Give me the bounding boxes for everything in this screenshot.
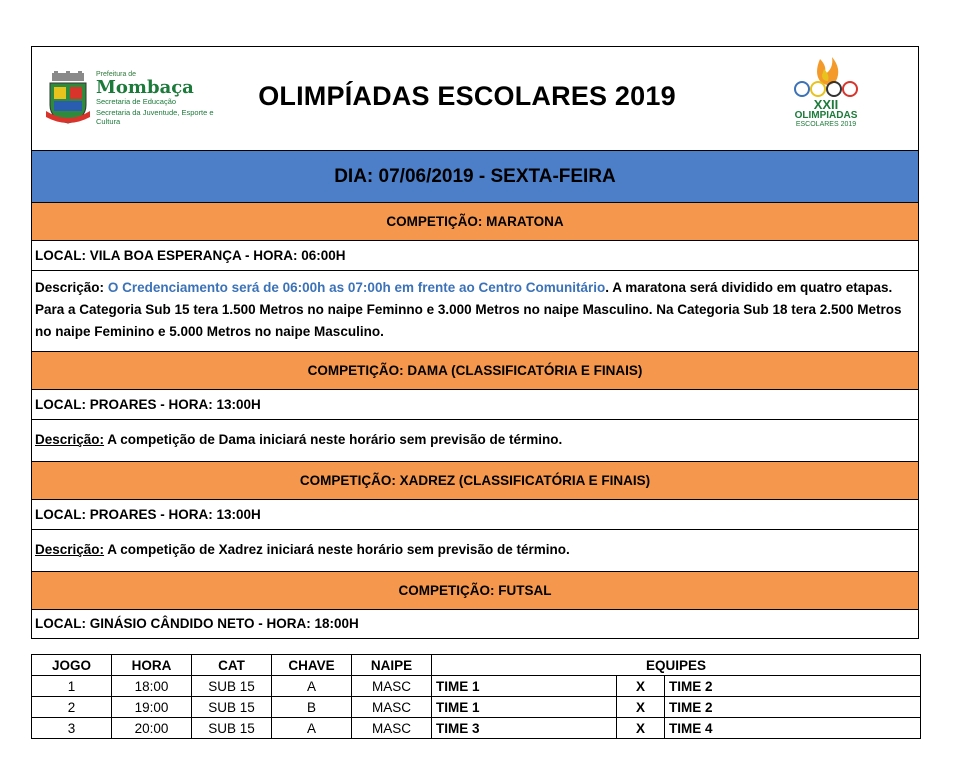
- chave-cell: B: [272, 697, 352, 718]
- logo-escolares: ESCOLARES 2019: [795, 121, 857, 128]
- col-equipes: EQUIPES: [432, 655, 921, 676]
- xadrez-local: LOCAL: PROARES - HORA: 13:00H: [32, 500, 918, 530]
- versus-cell: X: [617, 697, 665, 718]
- jogo-cell: 2: [32, 697, 112, 718]
- cat-cell: SUB 15: [192, 697, 272, 718]
- col-cat: CAT: [192, 655, 272, 676]
- header: [32, 47, 918, 151]
- dama-title: COMPETIÇÃO: DAMA (CLASSIFICATÓRIA E FINAIS): [32, 352, 918, 390]
- table-row: [32, 718, 921, 739]
- dama-local: LOCAL: PROARES - HORA: 13:00H: [32, 390, 918, 420]
- col-naipe: NAIPE: [352, 655, 432, 676]
- desc-text: A competição de Dama iniciará neste horário sem previsão de término.: [104, 432, 563, 447]
- logo-olimpiadas: OLIMPIADAS: [794, 110, 858, 121]
- team-a-cell: TIME 1: [432, 676, 617, 697]
- schedule-sheet: [31, 46, 919, 639]
- table-header-row: [32, 655, 921, 676]
- xadrez-title: COMPETIÇÃO: XADREZ (CLASSIFICATÓRIA E FINAIS): [32, 462, 918, 500]
- desc-text: A competição de Xadrez iniciará neste horário sem previsão de término.: [104, 542, 570, 557]
- day-banner: DIA: 07/06/2019 - SEXTA-FEIRA: [32, 151, 918, 203]
- col-jogo: JOGO: [32, 655, 112, 676]
- futsal-local: LOCAL: GINÁSIO CÂNDIDO NETO - HORA: 18:00H: [35, 616, 359, 631]
- chave-cell: A: [272, 718, 352, 739]
- maratona-description: [32, 271, 918, 352]
- naipe-cell: MASC: [352, 697, 432, 718]
- hora-cell: 20:00: [112, 718, 192, 739]
- naipe-cell: MASC: [352, 718, 432, 739]
- xadrez-description: [32, 530, 918, 572]
- jogo-cell: 3: [32, 718, 112, 739]
- logo-text: [96, 71, 226, 126]
- desc-text: . A maratona será dividido em quatro etapas. Para a Categoria Sub 15 tera 1.500 Metros no naipe Feminno e 3.000 Metros no naipe Masculino. Na Categoria Sub 18 tera 2.500 Metros no naipe Feminino e 5.000 Metros no naipe Masculino.: [35, 280, 902, 339]
- mombaca-logo: [46, 71, 221, 131]
- futsal-title: COMPETIÇÃO: FUTSAL: [32, 572, 918, 610]
- chave-cell: A: [272, 676, 352, 697]
- col-chave: CHAVE: [272, 655, 352, 676]
- maratona-title: COMPETIÇÃO: MARATONA: [32, 203, 918, 241]
- team-a-cell: TIME 1: [432, 697, 617, 718]
- logo-secretaria-juventude: Secretaria da Juventude, Esporte e Cultura: [96, 108, 214, 126]
- cat-cell: SUB 15: [192, 676, 272, 697]
- desc-label: Descrição:: [35, 542, 105, 557]
- logo-city: Mombaça: [96, 77, 194, 98]
- credenciamento-text: O Credenciamento será de 06:00h as 07:00h em frente ao Centro Comunitário: [107, 280, 606, 295]
- city-crest-icon: [46, 71, 90, 125]
- table-row: [32, 697, 921, 718]
- page-title: OLIMPÍADAS ESCOLARES 2019: [258, 81, 676, 111]
- col-hora: HORA: [112, 655, 192, 676]
- logo-secretaria-educacao: Secretaria de Educação: [96, 97, 177, 106]
- naipe-cell: MASC: [352, 676, 432, 697]
- futsal-games-table: [31, 654, 921, 739]
- desc-label: Descrição:: [35, 432, 105, 447]
- versus-cell: X: [617, 718, 665, 739]
- team-b-cell: TIME 4: [665, 718, 921, 739]
- olimpiadas-logo: [776, 55, 876, 135]
- logo-prefeitura: Prefeitura de: [96, 71, 137, 78]
- versus-cell: X: [617, 676, 665, 697]
- desc-label: Descrição:: [35, 280, 105, 295]
- cat-cell: SUB 15: [192, 718, 272, 739]
- maratona-local: LOCAL: VILA BOA ESPERANÇA - HORA: 06:00H: [32, 241, 918, 271]
- jogo-cell: 1: [32, 676, 112, 697]
- hora-cell: 19:00: [112, 697, 192, 718]
- hora-cell: 18:00: [112, 676, 192, 697]
- logo-edition: XXII: [813, 97, 839, 112]
- team-b-cell: TIME 2: [665, 676, 921, 697]
- dama-description: [32, 420, 918, 462]
- team-b-cell: TIME 2: [665, 697, 921, 718]
- team-a-cell: TIME 3: [432, 718, 617, 739]
- table-row: [32, 676, 921, 697]
